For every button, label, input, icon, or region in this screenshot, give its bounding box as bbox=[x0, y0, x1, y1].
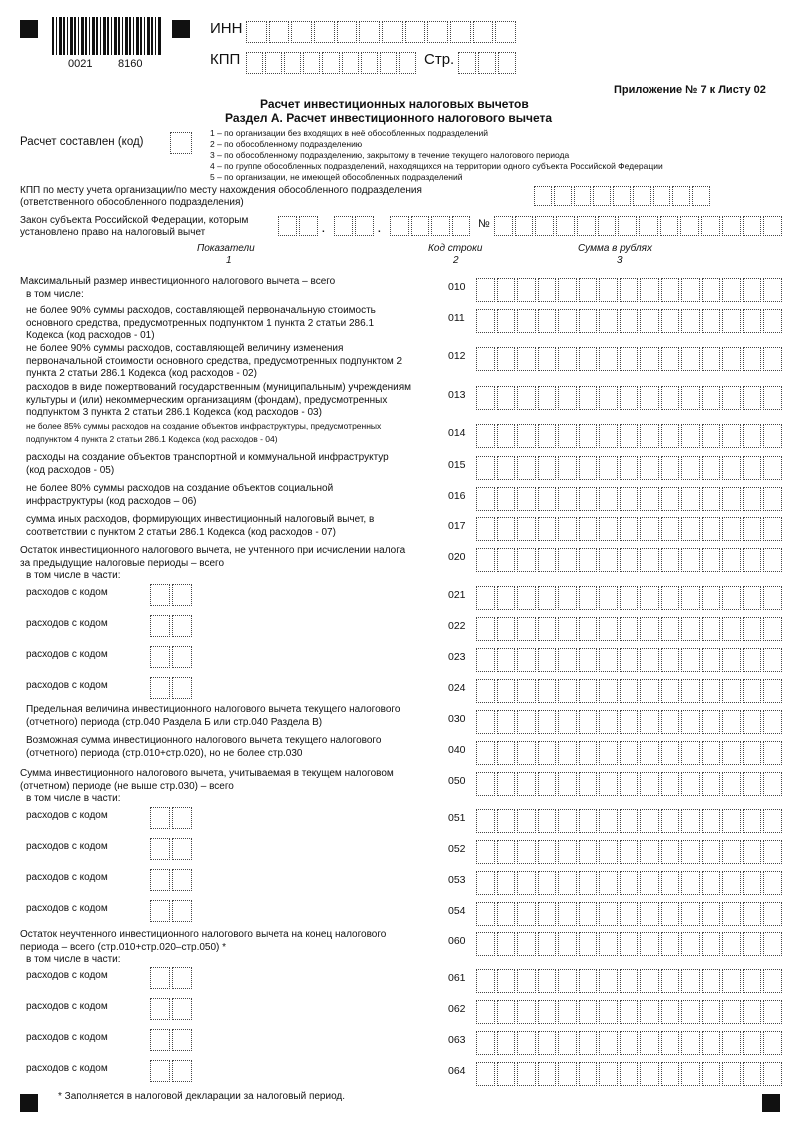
kpp-place-field[interactable] bbox=[534, 186, 710, 206]
r023-expense-code-field[interactable] bbox=[150, 646, 192, 668]
kpp-label: КПП bbox=[210, 51, 241, 68]
r013-sum-field[interactable] bbox=[476, 386, 782, 410]
r023-code: 023 bbox=[448, 651, 466, 663]
law-dot-1: . bbox=[322, 224, 325, 235]
r012-code: 012 bbox=[448, 350, 466, 362]
r013-label-1: расходов в виде пожертвований государственным (муниципальным) учреждениям bbox=[26, 382, 412, 393]
law-label-2: установлено право на налоговый вычет bbox=[20, 227, 206, 238]
r013-label-2: культуры и (или) некоммерческим организациям (фондам), предусмотренных bbox=[26, 394, 388, 406]
r053-sum-field[interactable] bbox=[476, 871, 782, 895]
r050-code: 050 bbox=[448, 775, 466, 787]
r014-code: 014 bbox=[448, 427, 466, 439]
r053-code: 053 bbox=[448, 874, 466, 886]
r052-sum-field[interactable] bbox=[476, 840, 782, 864]
r062-expense-code-field[interactable] bbox=[150, 998, 192, 1020]
r011-code: 011 bbox=[448, 312, 465, 324]
r012-label-3: пункта 2 статьи 286.1 Кодекса (код расходов - 02) bbox=[26, 368, 257, 379]
r017-code: 017 bbox=[448, 520, 466, 532]
r013-code: 013 bbox=[448, 389, 466, 401]
r063-sum-field[interactable] bbox=[476, 1031, 782, 1055]
r061-code: 061 bbox=[448, 972, 466, 984]
r062-sum-field[interactable] bbox=[476, 1000, 782, 1024]
r023-sum-field[interactable] bbox=[476, 648, 782, 672]
r024-expense-code-field[interactable] bbox=[150, 677, 192, 699]
r016-label-1: не более 80% суммы расходов на создание объектов социальной bbox=[26, 483, 334, 494]
r012-label-1: не более 90% суммы расходов, составляющей величину изменения bbox=[26, 343, 344, 354]
r022-label-1: расходов с кодом bbox=[26, 618, 108, 629]
r051-code: 051 bbox=[448, 812, 466, 824]
calc-code-option-5: 5 – по организации, не имеющей обособленных подразделений bbox=[210, 172, 463, 182]
r030-label-1: Предельная величина инвестиционного налогового вычета текущего налогового bbox=[26, 704, 401, 715]
r054-code: 054 bbox=[448, 905, 466, 917]
r030-sum-field[interactable] bbox=[476, 710, 782, 734]
r051-sum-field[interactable] bbox=[476, 809, 782, 833]
law-label-1: Закон субъекта Российской Федерации, которым bbox=[20, 215, 249, 226]
r062-label-1: расходов с кодом bbox=[26, 1001, 108, 1012]
r030-code: 030 bbox=[448, 713, 466, 725]
r022-sum-field[interactable] bbox=[476, 617, 782, 641]
r020-label-3: в том числе в части: bbox=[26, 570, 121, 581]
inn-field[interactable] bbox=[246, 21, 516, 43]
main-title: Расчет инвестиционных налоговых вычетов bbox=[260, 97, 529, 111]
r010-label-1: Максимальный размер инвестиционного налогового вычета – всего bbox=[20, 276, 336, 287]
law-number-sign: № bbox=[478, 218, 490, 230]
r050-label-3: в том числе в части: bbox=[26, 793, 121, 804]
r050-label-2: (отчетном) периоде (не выше стр.030) – всего bbox=[20, 780, 234, 792]
corner-marker-top-left bbox=[20, 20, 38, 38]
r064-sum-field[interactable] bbox=[476, 1062, 782, 1086]
r040-label-1: Возможная сумма инвестиционного налогового вычета текущего налогового bbox=[26, 735, 382, 746]
r054-label-1: расходов с кодом bbox=[26, 903, 108, 914]
law-field-day[interactable] bbox=[278, 216, 318, 236]
col-code: Код строки bbox=[428, 243, 483, 254]
r022-code: 022 bbox=[448, 620, 466, 632]
kpp-field[interactable] bbox=[246, 52, 416, 74]
r020-sum-field[interactable] bbox=[476, 548, 782, 572]
r011-label-1: не более 90% суммы расходов, составляющей первоначальную стоимость bbox=[26, 305, 376, 316]
r015-label-2: (код расходов - 05) bbox=[26, 464, 115, 476]
r061-sum-field[interactable] bbox=[476, 969, 782, 993]
r054-sum-field[interactable] bbox=[476, 902, 782, 926]
barcode-number-left: 0021 bbox=[68, 58, 93, 70]
r063-label-1: расходов с кодом bbox=[26, 1032, 108, 1043]
r040-code: 040 bbox=[448, 744, 466, 756]
r061-label-1: расходов с кодом bbox=[26, 970, 108, 981]
r023-label-1: расходов с кодом bbox=[26, 649, 108, 660]
page-label: Стр. bbox=[424, 51, 455, 68]
r061-expense-code-field[interactable] bbox=[150, 967, 192, 989]
r020-label-2: за предыдущие налоговые периоды – всего bbox=[20, 557, 225, 569]
r014-label-2: подпунктом 4 пункта 2 статьи 286.1 Кодекса (код расходов - 04) bbox=[26, 433, 278, 444]
footnote: * Заполняется в налоговой декларации за налоговый период. bbox=[58, 1091, 346, 1102]
barcode-number-right: 8160 bbox=[118, 58, 143, 70]
law-field-month[interactable] bbox=[334, 216, 374, 236]
col-code-num: 2 bbox=[453, 255, 459, 266]
r010-code: 010 bbox=[448, 281, 466, 293]
calc-code-option-1: 1 – по организации без входящих в неё обособленных подразделений bbox=[210, 128, 488, 138]
col-sum-num: 3 bbox=[617, 255, 623, 266]
r053-label-1: расходов с кодом bbox=[26, 872, 108, 883]
r010-label-2: в том числе: bbox=[26, 288, 84, 300]
col-indicators-num: 1 bbox=[226, 255, 232, 266]
r020-label-1: Остаток инвестиционного налогового вычета, не учтенного при исчислении налога bbox=[20, 545, 406, 556]
r017-sum-field[interactable] bbox=[476, 517, 782, 541]
r030-label-2: (отчетного) периода (стр.040 Раздела Б или стр.040 Раздела В) bbox=[26, 716, 323, 728]
r064-label-1: расходов с кодом bbox=[26, 1063, 108, 1074]
r012-label-2: первоначальной стоимости основного средства, предусмотренных подпунктом 2 bbox=[26, 355, 403, 367]
law-field-number[interactable] bbox=[494, 216, 782, 236]
r051-label-1: расходов с кодом bbox=[26, 810, 108, 821]
r053-expense-code-field[interactable] bbox=[150, 869, 192, 891]
r013-label-3: подпунктом 3 пункта 2 статьи 286.1 Кодекса (код расходов - 03) bbox=[26, 407, 322, 418]
corner-marker-bottom-right bbox=[762, 1094, 780, 1112]
calc-code-option-3: 3 – по обособленному подразделению, закрытому в течение текущего налогового периода bbox=[210, 150, 570, 160]
r052-label-1: расходов с кодом bbox=[26, 841, 108, 852]
kpp-place-label-1: КПП по месту учета организации/по месту нахождения обособленного подразделения bbox=[20, 185, 422, 196]
r060-label-1: Остаток неучтенного инвестиционного налогового вычета на конец налогового bbox=[20, 929, 387, 940]
r024-code: 024 bbox=[448, 682, 466, 694]
r020-code: 020 bbox=[448, 551, 466, 563]
r060-label-2: периода – всего (стр.010+стр.020–стр.050) * bbox=[20, 941, 227, 953]
r012-sum-field[interactable] bbox=[476, 347, 782, 371]
r024-label-1: расходов с кодом bbox=[26, 680, 108, 691]
r052-code: 052 bbox=[448, 843, 466, 855]
r054-expense-code-field[interactable] bbox=[150, 900, 192, 922]
r021-sum-field[interactable] bbox=[476, 586, 782, 610]
r050-sum-field[interactable] bbox=[476, 772, 782, 796]
calc-code-field[interactable] bbox=[170, 132, 192, 154]
calc-code-label: Расчет составлен (код) bbox=[20, 136, 144, 148]
r021-label-1: расходов с кодом bbox=[26, 587, 108, 598]
r051-expense-code-field[interactable] bbox=[150, 807, 192, 829]
section-title: Раздел А. Расчет инвестиционного налогового вычета bbox=[225, 111, 553, 125]
r010-sum-field[interactable] bbox=[476, 278, 782, 302]
r052-expense-code-field[interactable] bbox=[150, 838, 192, 860]
r015-sum-field[interactable] bbox=[476, 456, 782, 480]
r024-sum-field[interactable] bbox=[476, 679, 782, 703]
inn-label: ИНН bbox=[210, 20, 243, 37]
r040-sum-field[interactable] bbox=[476, 741, 782, 765]
calc-code-option-4: 4 – по группе обособленных подразделений, находящихся на территории одного субъекта Российской Федерации bbox=[210, 161, 663, 171]
calc-code-option-2: 2 – по обособленному подразделению bbox=[210, 139, 363, 149]
r022-expense-code-field[interactable] bbox=[150, 615, 192, 637]
r063-expense-code-field[interactable] bbox=[150, 1029, 192, 1051]
law-dot-2: . bbox=[378, 224, 381, 235]
r050-label-1: Сумма инвестиционного налогового вычета, учитываемая в текущем налоговом bbox=[20, 768, 394, 779]
col-indicators: Показатели bbox=[197, 243, 255, 254]
r016-code: 016 bbox=[448, 490, 466, 502]
r063-code: 063 bbox=[448, 1034, 466, 1046]
barcode bbox=[52, 17, 162, 55]
r015-code: 015 bbox=[448, 459, 466, 471]
r015-label-1: расходы на создание объектов транспортной и коммунальной инфраструктур bbox=[26, 452, 389, 463]
corner-marker-bottom-left bbox=[20, 1094, 38, 1112]
r021-expense-code-field[interactable] bbox=[150, 584, 192, 606]
r017-label-1: сумма иных расходов, формирующих инвестиционный налоговый вычет, в bbox=[26, 514, 375, 525]
r016-label-2: инфраструктуры (код расходов – 06) bbox=[26, 495, 197, 507]
kpp-place-label-2: (ответственного обособленного подразделения) bbox=[20, 197, 244, 208]
r016-sum-field[interactable] bbox=[476, 487, 782, 511]
r011-label-3: Кодекса (код расходов - 01) bbox=[26, 330, 155, 341]
r011-label-2: основного средства, предусмотренных подпунктом 1 пункта 2 статьи 286.1 bbox=[26, 317, 375, 329]
r064-expense-code-field[interactable] bbox=[150, 1060, 192, 1082]
r014-label-1: не более 85% суммы расходов на создание объектов инфраструктуры, предусмотренных bbox=[26, 421, 382, 431]
r040-label-2: (отчетного) периода (стр.010+стр.020), но не более стр.030 bbox=[26, 747, 303, 759]
r060-sum-field[interactable] bbox=[476, 932, 782, 956]
r014-sum-field[interactable] bbox=[476, 424, 782, 448]
r011-sum-field[interactable] bbox=[476, 309, 782, 333]
r060-code: 060 bbox=[448, 935, 466, 947]
law-field-year[interactable] bbox=[390, 216, 470, 236]
corner-marker-top-right bbox=[172, 20, 190, 38]
r021-code: 021 bbox=[448, 589, 466, 601]
appendix-label: Приложение № 7 к Листу 02 bbox=[614, 84, 766, 96]
page-field[interactable] bbox=[458, 52, 516, 74]
r064-code: 064 bbox=[448, 1065, 466, 1077]
r017-label-2: соответствии с пунктом 2 статьи 286.1 Кодекса (код расходов - 07) bbox=[26, 526, 336, 538]
col-sum: Сумма в рублях bbox=[578, 243, 652, 254]
r062-code: 062 bbox=[448, 1003, 466, 1015]
r060-label-3: в том числе в части: bbox=[26, 954, 121, 965]
